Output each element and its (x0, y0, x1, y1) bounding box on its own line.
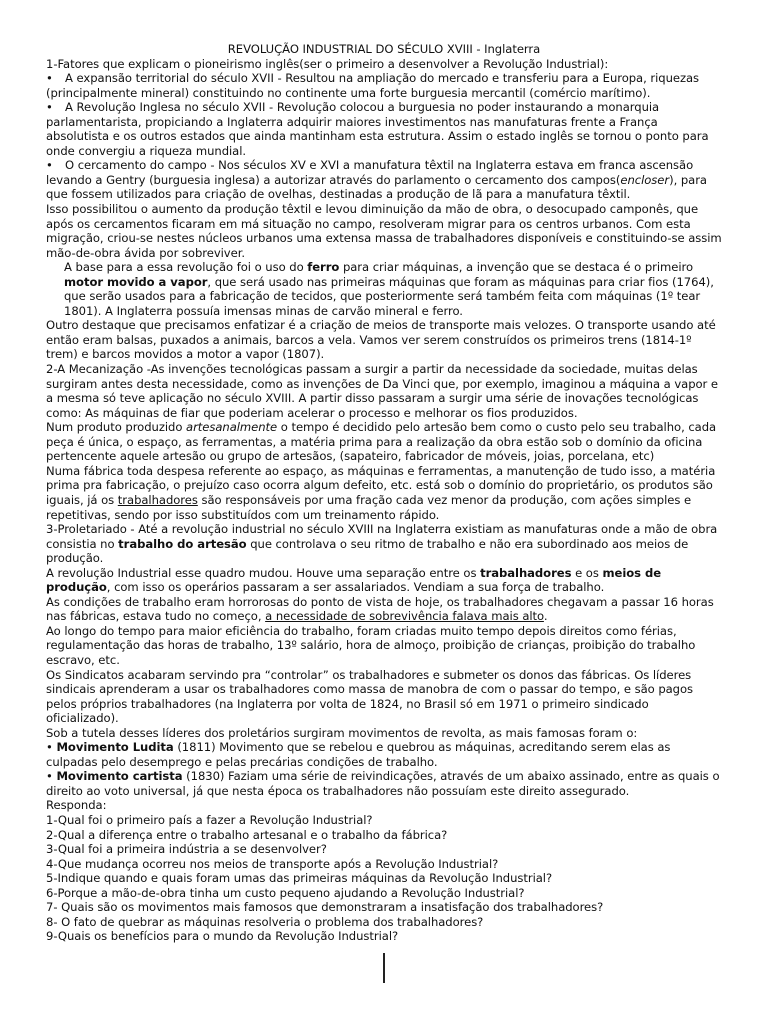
section-2-mechanization: 2-A Mecanização -As invenções tecnológicas passam a surgir a partir da necessidade da sociedade, muitas delas surgiram antes desta necessidade, como as invenções de Da Vinci que, por exemplo, imaginou a máquina a vapor e a mesma só teve aplicação no século XVIII. A partir disso passaram a surgir uma série de inovações tecnológicas como: As máquinas de fiar que poderiam acelerar o processo e melhorar os fios produzidos. (46, 362, 718, 420)
paragraph-migration: Isso possibilitou o aumento da produção têxtil e levou diminuição da mão de obra, o desocupado camponês, que após os cercamentos ficaram em má situação no campo, resolveram migrar para os centros urbanos. Com esta migração, criou-se nestes núcleos urbanos uma extensa massa de trabalhadores disponíveis e constituindo-se assim mão-de-obra ávida por sobreviver. (46, 202, 722, 260)
question-6: 6-Porque a mão-de-obra tinha um custo pequeno ajudando a Revolução Industrial? (46, 885, 525, 900)
paragraph-transport: Outro destaque que precisamos enfatizar é a criação de meios de transporte mais velozes. O transporte usando até então eram balsas, puxados a animais, barcos a vela. Vamos ver serem construídos os primeiros trens (1814-1º trem) e barcos movidos a motor a vapor (1807). (46, 318, 716, 362)
bullet-expansion: • A expansão territorial do século XVII - Resultou na ampliação do mercado e transferiu para a Europa, riquezas (principalmente mineral) constituindo no continente uma forte burguesia mercantil (comércio marítimo). (46, 71, 700, 100)
bullet-enclosure: • O cercamento do campo - Nos séculos XV e XVI a manufatura têxtil na Inglaterra estava em franca ascensão levando a Gentry (burguesia inglesa) a autorizar através do parlamento o cercamento dos campos(encloser), para que fossem utilizados para criação de ovelhas, destinadas a produção de lã para a manufatura têxtil. (46, 158, 707, 202)
bullet-glyph: • (46, 158, 53, 173)
paragraph-artisanal: Num produto produzido artesanalmente o tempo é decidido pelo artesão bem como o custo pelo seu trabalho, cada peça é única, o espaço, as ferramentas, a matéria prima para a realização da obra estão sob o domínio da oficina pertencente aquele artesão ou grupo de artesãos, (sapateiro, fabricador de móveis, joias, porcelana, etc) (46, 420, 717, 464)
question-7: 7- Quais são os movimentos mais famosos que demonstraram a insatisfação dos trabalhadores? (46, 900, 604, 915)
question-1: 1-Qual foi o primeiro país a fazer a Revolução Industrial? (46, 812, 373, 827)
bullet-glyph: • (46, 740, 53, 755)
paragraph-unions: Os Sindicatos acabaram servindo pra “controlar” os trabalhadores e submeter os donos das fábricas. Os líderes sindicais aprenderam a usar os trabalhadores como massa de manobra de com o passar do tempo, e são pagos pelos próprios trabalhadores (na Inglaterra por volta de 1824, no Brasil só em 1971 o primeiro sindicado oficializado). (46, 667, 694, 726)
paragraph-factory: Numa fábrica toda despesa referente ao espaço, as máquinas e ferramentas, a manutenção de tudo isso, a matéria prima pra fabricação, o prejuízo caso ocorra algum defeito, etc. está sob o domínio do proprietário, os produtos são iguais, já os trabalhadores são responsáveis por uma fração cada vez menor da produção, com ações simples e repetitivas, sendo por isso substituídos com um treinamento rápido. (46, 463, 716, 522)
question-9: 9-Quais os benefícios para o mundo da Revolução Industrial? (46, 929, 399, 944)
bullet-glyph: • (46, 100, 53, 115)
paragraph-rights: Ao longo do tempo para maior eficiência do trabalho, foram criadas muito tempo depois direitos como férias, regulamentação das horas de trabalho, 13º salário, hora de almoço, proibição de crianças, proibição do trabalho escravo, etc. (46, 623, 696, 667)
paragraph-conditions: As condições de trabalho eram horrorosas do ponto de vista de hoje, os trabalhadores chegavam a passar 16 horas nas fábricas, estava tudo no começo, a necessidade de sobrevivência falava mais alto. (46, 594, 714, 624)
paragraph-separation: A revolução Industrial esse quadro mudou. Houve uma separação entre os trabalhadores e os meios de produção, com isso os operários passaram a ser assalariados. Vendiam a sua força de trabalho. (46, 565, 662, 595)
text-cursor (383, 953, 385, 983)
document-body (46, 42, 722, 944)
question-5: 5-Indique quando e quais foram umas das primeiras máquinas da Revolução Industrial? (46, 871, 553, 886)
paragraph-base: A base para a essa revolução foi o uso do ferro para criar máquinas, a invenção que se destaca é o primeiro motor movido a vapor, que será usado nas primeiras máquinas que foram as máquinas para criar fios (1764), que serão usados para a fabricação de tecidos, que posteriormente será também feita com máquinas (1º tear 1801). A Inglaterra possuía imensas minas de carvão mineral e ferro. (64, 260, 714, 318)
section-1-heading: 1-Fatores que explicam o pioneirismo inglês(ser o primeiro a desenvolver a Revolução Industrial): (46, 56, 609, 71)
paragraph-movements-intro: Sob a tutela desses líderes dos proletários surgiram movimentos de revolta, as mais famosas foram o: (46, 725, 638, 740)
bullet-glyph: • (46, 769, 53, 784)
document-title: REVOLUÇÃO INDUSTRIAL DO SÉCULO XVIII - Inglaterra (227, 42, 541, 56)
question-8: 8- O fato de quebrar as máquinas resolveria o problema dos trabalhadores? (46, 914, 484, 929)
question-2: 2-Qual a diferença entre o trabalho artesanal e o trabalho da fábrica? (46, 827, 448, 842)
section-3-proletariat: 3-Proletariado - Até a revolução industrial no século XVIII na Inglaterra existiam as manufaturas onde a mão de obra consistia no trabalho do artesão que controlava o seu ritmo de trabalho e não era subordinado aos meios de produção. (46, 522, 718, 566)
bullet-glyph: • (46, 71, 53, 86)
responda-heading: Responda: (46, 798, 107, 813)
question-4: 4-Que mudança ocorreu nos meios de transporte após a Revolução Industrial? (46, 856, 499, 871)
movement-luddite: • Movimento Ludita (1811) Movimento que se rebelou e quebrou as máquinas, acreditando serem elas as culpadas pelo desemprego e pelas precárias condições de trabalho. (46, 740, 671, 769)
bullet-revolution: • A Revolução Inglesa no século XVII - Revolução colocou a burguesia no poder instaurando a monarquia parlamentarista, propiciando a Inglaterra adquirir maiores investimentos nas manufaturas frente a França absolutista e os outros estados que ainda mantinham esta estrutura. Assim o estado inglês se tornou o ponto para onde convergiu a riqueza mundial. (46, 100, 709, 158)
question-3: 3-Qual foi a primeira indústria a se desenvolver? (46, 842, 327, 857)
movement-chartist: • Movimento cartista (1830) Faziam uma série de reivindicações, através de um abaixo assinado, entre as quais o direito ao voto universal, já que nesta época os trabalhadores não possuíam este direito assegurado. (46, 769, 720, 798)
